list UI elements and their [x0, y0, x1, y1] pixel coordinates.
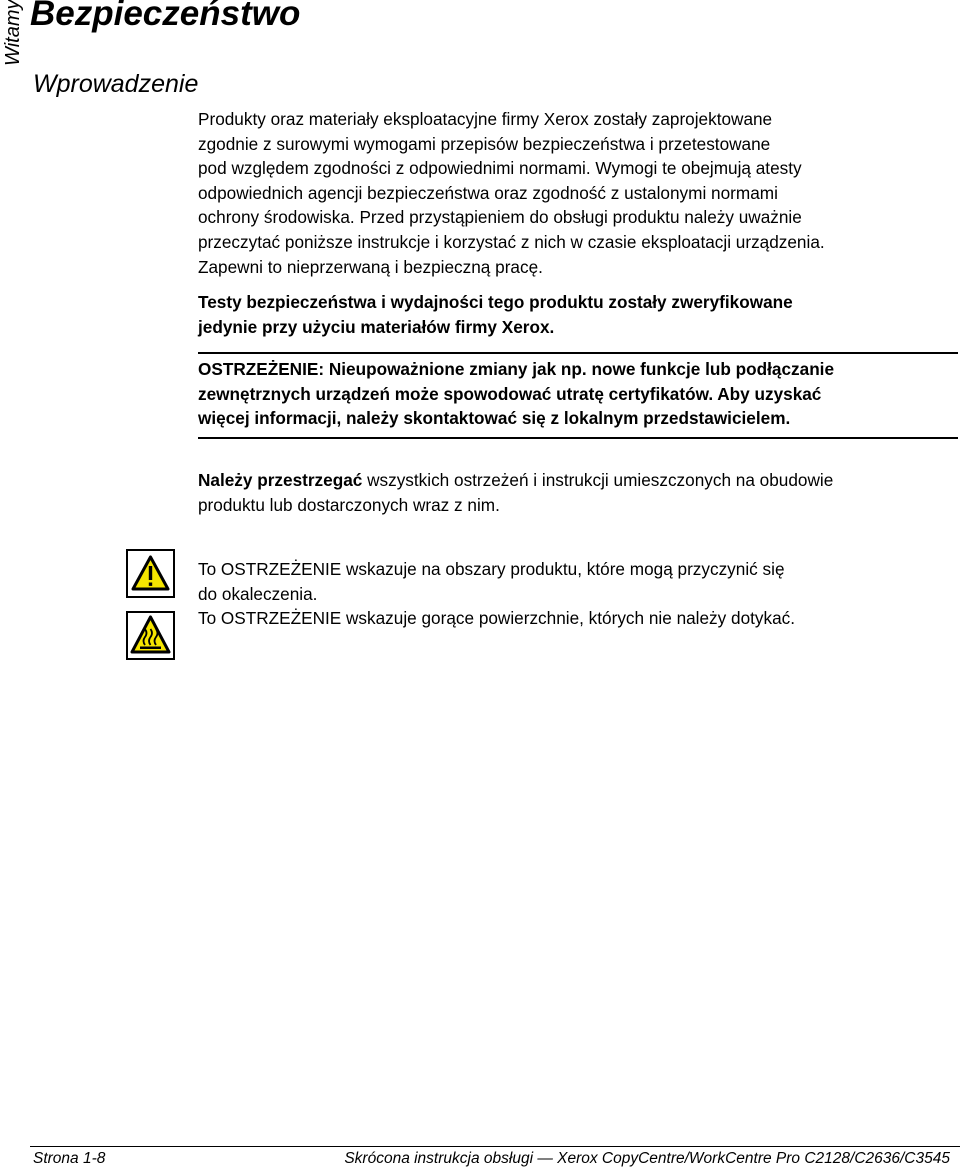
- section-title: Wprowadzenie: [33, 70, 199, 98]
- warning-line: OSTRZEŻENIE: Nieupoważnione zmiany jak np. nowe funkcje lub podłączanie: [198, 359, 835, 379]
- notice-line: produktu lub dostarczonych wraz z nim.: [198, 494, 500, 515]
- warning-box: [198, 352, 958, 439]
- notice-line: [198, 468, 958, 493]
- warning-triangle-icon: [126, 549, 175, 598]
- intro-line: odpowiednich agencji bezpieczeństwa oraz zgodność z ustalonymi normami: [198, 182, 778, 203]
- footer-divider: [30, 1146, 960, 1147]
- intro-paragraph: [198, 107, 958, 279]
- side-tab: [0, 0, 22, 70]
- hot-surface-icon: [126, 611, 175, 660]
- footer-page-label: Strona 1-8: [33, 1150, 106, 1167]
- side-tab-label: Witamy: [2, 0, 24, 66]
- intro-line: Produkty oraz materiały eksploatacyjne firmy Xerox zostały zaprojektowane: [198, 109, 773, 129]
- tests-note: [198, 290, 958, 339]
- tests-note-line: jedynie przy użyciu materiałów firmy Xerox.: [198, 316, 555, 337]
- warning-line: zewnętrznych urządzeń może spowodować utratę certyfikatów. Aby uzyskać: [198, 383, 822, 404]
- intro-line: ochrony środowiska. Przed przystąpieniem do obsługi produktu należy uważnie: [198, 207, 802, 228]
- intro-line: pod względem zgodności z odpowiednimi normami. Wymogi te obejmują atesty: [198, 158, 802, 179]
- notice-bold: Należy przestrzegać: [198, 470, 363, 490]
- hot-symbol-text: [198, 606, 958, 631]
- tests-note-line: Testy bezpieczeństwa i wydajności tego produktu zostały zweryfikowane: [198, 292, 793, 312]
- warning-symbol-line: do okaleczenia.: [198, 583, 318, 604]
- intro-line: zgodnie z surowymi wymogami przepisów bezpieczeństwa i przetestowane: [198, 133, 771, 154]
- intro-line: przeczytać poniższe instrukcje i korzystać z nich w czasie eksploatacji urządzenia.: [198, 231, 825, 252]
- warning-symbol-text: [198, 557, 958, 606]
- warning-line: więcej informacji, należy skontaktować się z lokalnym przedstawicielem.: [198, 408, 791, 429]
- notice-rest: wszystkich ostrzeżeń i instrukcji umieszczonych na obudowie: [362, 470, 834, 490]
- footer-doc-title: Skrócona instrukcja obsługi — Xerox CopyCentre/WorkCentre Pro C2128/C2636/C3545: [344, 1150, 950, 1167]
- page-title: Bezpieczeństwo: [30, 0, 301, 33]
- warning-symbol-line: To OSTRZEŻENIE wskazuje na obszary produktu, które mogą przyczynić się: [198, 559, 785, 579]
- hot-symbol-line: To OSTRZEŻENIE wskazuje gorące powierzchnie, których nie należy dotykać.: [198, 608, 796, 628]
- notice-paragraph: [198, 468, 958, 517]
- intro-line: Zapewni to nieprzerwaną i bezpieczną pracę.: [198, 256, 543, 277]
